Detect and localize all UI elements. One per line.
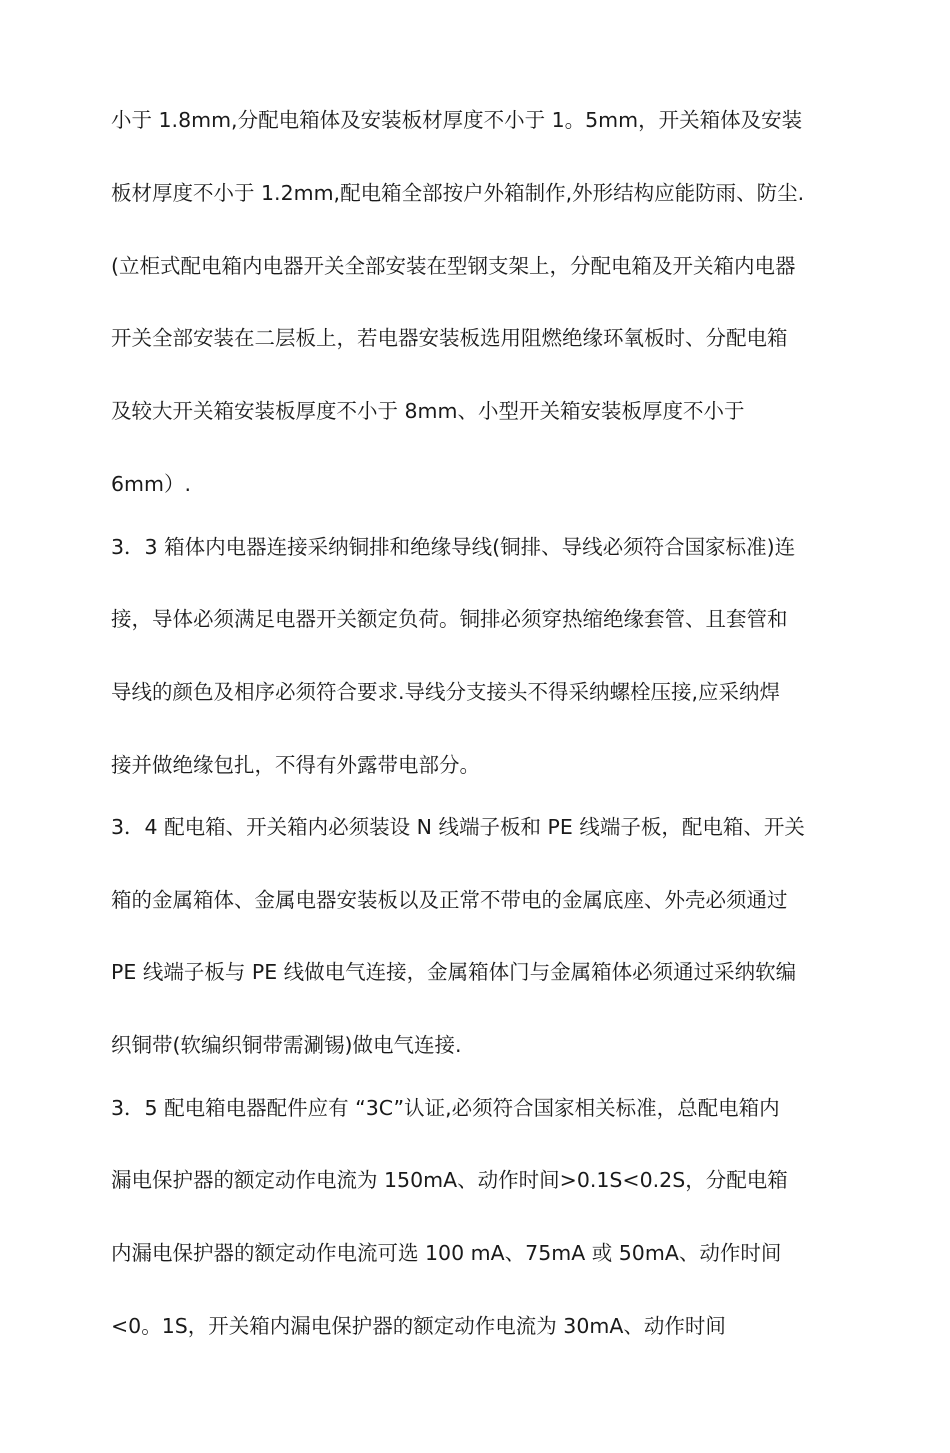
- paragraph-line: 3．4 配电箱、开关箱内必须装设 N 线端子板和 PE 线端子板，配电箱、开关: [111, 815, 805, 839]
- paragraph-line: 板材厚度不小于 1.2mm,配电箱全部按户外箱制作,外形结构应能防雨、防尘.: [111, 181, 805, 205]
- paragraph-line: 小于 1.8mm,分配电箱体及安装板材厚度不小于 1。5mm，开关箱体及安装: [111, 108, 803, 132]
- paragraph-line: 3．3 箱体内电器连接采纳铜排和绝缘导线(铜排、导线必须符合国家标准)连: [111, 535, 796, 559]
- paragraph-line: 开关全部安装在二层板上，若电器安装板选用阻燃绝缘环氧板时、分配电箱: [111, 326, 788, 350]
- paragraph-line: 3．5 配电箱电器配件应有 “3C”认证,必须符合国家相关标准，总配电箱内: [111, 1096, 780, 1120]
- paragraph-line: 漏电保护器的额定动作电流为 150mA、动作时间>0.1S<0.2S，分配电箱: [111, 1168, 788, 1192]
- paragraph-line: (立柜式配电箱内电器开关全部安装在型钢支架上，分配电箱及开关箱内电器: [111, 254, 796, 278]
- paragraph-line: <0。1S，开关箱内漏电保护器的额定动作电流为 30mA、动作时间: [111, 1314, 726, 1338]
- paragraph-line: PE 线端子板与 PE 线做电气连接，金属箱体门与金属箱体必须通过采纳软编: [111, 960, 797, 984]
- paragraph-line: 箱的金属箱体、金属电器安装板以及正常不带电的金属底座、外壳必须通过: [111, 888, 788, 912]
- paragraph-line: 接并做绝缘包扎，不得有外露带电部分。: [111, 753, 480, 777]
- paragraph-line: 及较大开关箱安装板厚度不小于 8mm、小型开关箱安装板厚度不小于: [111, 399, 745, 423]
- paragraph-line: 内漏电保护器的额定动作电流可选 100 mA、75mA 或 50mA、动作时间: [111, 1241, 782, 1265]
- paragraph-line: 织铜带(软编织铜带需涮锡)做电气连接.: [111, 1033, 462, 1057]
- paragraph-line: 导线的颜色及相序必须符合要求.导线分支接头不得采纳螺栓压接,应采纳焊: [111, 680, 781, 704]
- paragraph-line: 6mm）.: [111, 472, 191, 496]
- paragraph-line: 接，导体必须满足电器开关额定负荷。铜排必须穿热缩绝缘套管、且套管和: [111, 607, 788, 631]
